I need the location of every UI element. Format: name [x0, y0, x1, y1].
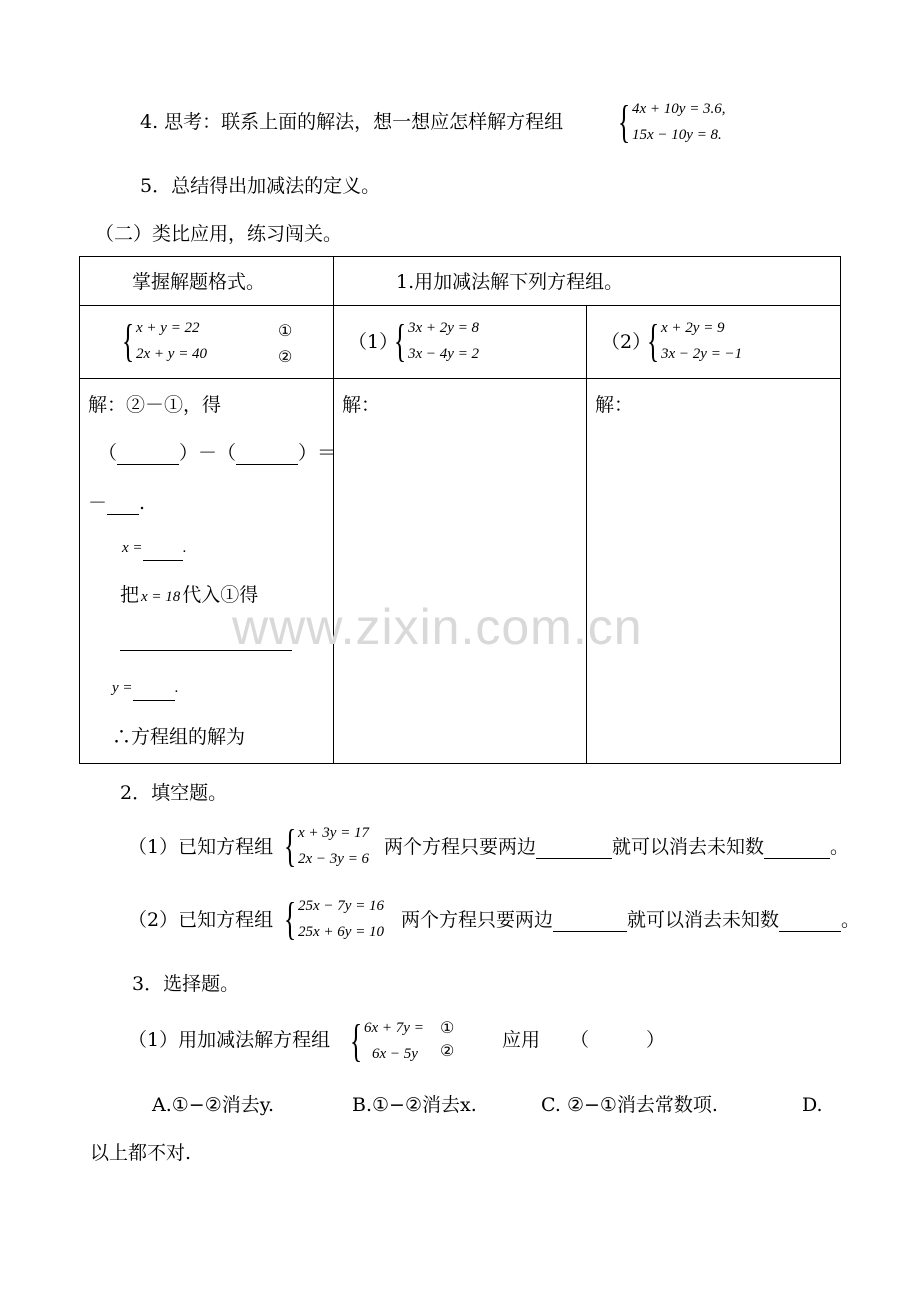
minus-sign: － [88, 492, 108, 514]
solution-line3 [88, 491, 145, 515]
brace-icon: { [394, 315, 407, 366]
solution-problem1-cell[interactable] [334, 379, 587, 764]
solution-line2 [98, 441, 336, 465]
q4-eq1: 4x + 10y = 3.6, [632, 101, 726, 117]
option-d-text: 以上都不对. [90, 1142, 192, 1164]
fill-q2-eq2: 25x + 6y = 10 [298, 924, 385, 940]
paren-open: （ [98, 442, 118, 464]
fill-q2-mid: 两个方程只要两边 [401, 909, 554, 931]
fill-q2-blank2[interactable] [779, 913, 841, 932]
header-right: 1.用加减法解下列方程组。 [396, 271, 624, 293]
fill-q2-rest [401, 908, 860, 932]
fill-q1-rest [384, 835, 849, 859]
choice-q1-eq1: 6x + 7y = [364, 1020, 424, 1036]
problem2-system [647, 315, 742, 367]
problem2-eq1: x + 2y = 9 [661, 320, 725, 336]
brace-icon: { [618, 96, 631, 147]
period: . [182, 540, 187, 556]
example-system [122, 315, 207, 367]
fill-q1-end: 。 [830, 836, 850, 858]
problem1-system [394, 315, 479, 367]
problem1-label: （1） [348, 331, 399, 353]
blank-term2[interactable] [236, 446, 298, 465]
header-left: 掌握解题格式。 [132, 271, 266, 293]
blank-y[interactable] [133, 682, 175, 701]
fill-q1-system [284, 820, 369, 872]
fill-q1-mid: 两个方程只要两边 [384, 836, 537, 858]
solution-label-right: 解： [595, 394, 634, 416]
problem2-eq2: 3x − 2y = −1 [661, 346, 743, 362]
choice-q1-mark2: ② [440, 1041, 455, 1060]
solution-conclusion: ∴方程组的解为 [112, 726, 246, 748]
example-eq1: x + y = 22 [136, 320, 200, 336]
example-mark1: ① [278, 321, 293, 340]
practice-table [79, 256, 841, 764]
fill-q2-pre: （2）已知方程组 [128, 909, 274, 931]
option-a[interactable]: A.①−②消去y. [152, 1094, 274, 1116]
q4-eq2: 15x − 10y = 8. [632, 127, 722, 143]
header-right-cell [334, 257, 841, 306]
blank-term1[interactable] [117, 446, 179, 465]
choice-q1-eq2: 6x − 5y [372, 1046, 418, 1062]
substitute-post: 代入①得 [182, 584, 259, 606]
fill-q2-mid2: 就可以消去未知数 [627, 909, 780, 931]
period: . [174, 680, 179, 696]
fill-q1-mid2: 就可以消去未知数 [612, 836, 765, 858]
brace-icon: { [284, 820, 297, 871]
problem1-cell [334, 306, 587, 379]
option-c[interactable]: C. ②−①消去常数项. [541, 1094, 718, 1116]
fill-q2-blank1[interactable] [553, 913, 627, 932]
fill-q1-eq2: 2x − 3y = 6 [298, 851, 370, 867]
q5-text: 5．总结得出加减法的定义。 [140, 175, 381, 197]
problem2-cell [587, 306, 841, 379]
fill-q1-blank2[interactable] [764, 840, 830, 859]
solution-line1: 解：②－①，得 [88, 394, 222, 416]
solution-problem2-cell[interactable] [587, 379, 841, 764]
example-mark2: ② [278, 347, 293, 366]
brace-icon: { [350, 1015, 363, 1066]
blank-result[interactable] [107, 496, 139, 515]
problem1-eq1: 3x + 2y = 8 [408, 320, 480, 336]
fill-q1-blank1[interactable] [536, 840, 612, 859]
substitute-expr: x = 18 [141, 589, 181, 605]
paren-equals: ）＝ [298, 442, 337, 464]
choice-q1-system [350, 1015, 424, 1067]
brace-icon: { [122, 315, 135, 366]
choice-q1-pre: （1）用加减法解方程组 [128, 1029, 331, 1051]
watermark: www.zixin.com.cn [232, 599, 643, 655]
substitute-pre: 把 [120, 584, 140, 606]
solution-x-line [122, 535, 186, 561]
q4-text: 4. 思考：联系上面的解法，想一想应怎样解方程组 [140, 111, 564, 133]
choice-q1-apply: 应用 [502, 1029, 541, 1051]
choice-q1-mark1: ① [440, 1018, 455, 1037]
blank-x[interactable] [143, 542, 183, 561]
example-system-cell [80, 306, 334, 379]
option-b[interactable]: B.①−②消去x. [352, 1094, 477, 1116]
header-left-cell [80, 257, 334, 306]
section2-title: （二）类比应用，练习闯关。 [95, 223, 343, 245]
x-equals: x = [122, 540, 143, 556]
fill-q1-eq1: x + 3y = 17 [298, 825, 370, 841]
fill-title: 2．填空题。 [120, 782, 228, 804]
solution-example-cell [80, 379, 337, 764]
y-equals: y = [112, 680, 133, 696]
solution-y-line [112, 675, 178, 701]
problem2-label: （2） [601, 331, 652, 353]
solution-label-mid: 解： [342, 394, 381, 416]
fill-q2-eq1: 25x − 7y = 16 [298, 898, 385, 914]
q4-system [618, 96, 726, 148]
option-d[interactable]: D. [802, 1094, 823, 1116]
fill-q1-pre: （1）已知方程组 [128, 836, 274, 858]
brace-icon: { [647, 315, 660, 366]
paren-mid: ）－（ [179, 442, 237, 464]
example-eq2: 2x + y = 40 [136, 346, 208, 362]
problem1-eq2: 3x − 4y = 2 [408, 346, 480, 362]
fill-q2-end: 。 [841, 909, 861, 931]
period: . [139, 492, 146, 514]
fill-q2-system [284, 893, 384, 945]
brace-icon: { [284, 893, 297, 944]
choice-title: 3．选择题。 [132, 973, 240, 995]
choice-q1-paren[interactable]: （ ） [570, 1029, 666, 1051]
